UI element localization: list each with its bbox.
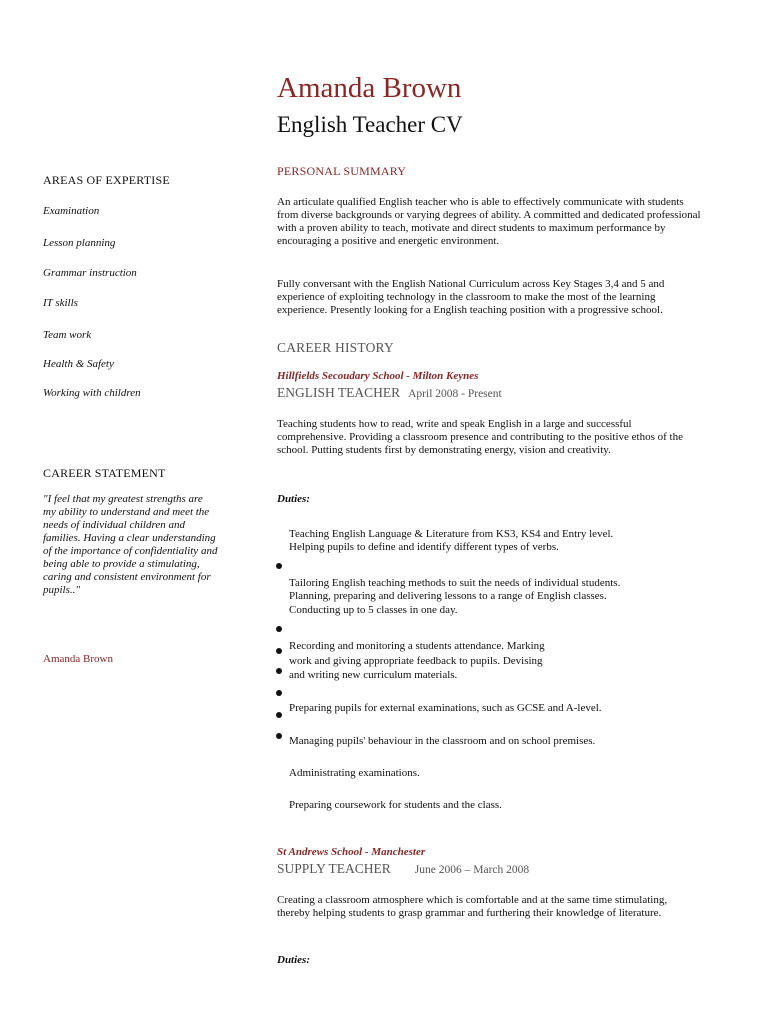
- bullet-icon: [276, 712, 282, 718]
- job-description: Creating a classroom atmosphere which is comfortable and at the same time stimulating, thereby helping students to grasp grammar and furthering their knowledge of literature.: [277, 894, 668, 919]
- duty-item: and writing new curriculum materials.: [289, 669, 458, 681]
- career-history-heading: CAREER HISTORY: [277, 340, 394, 355]
- job-title: SUPPLY TEACHER: [277, 861, 391, 876]
- expertise-item: Grammar instruction: [43, 267, 137, 279]
- job-dates: June 2006 – March 2008: [414, 864, 530, 876]
- duty-item: Teaching English Language & Literature from KS3, KS4 and Entry level.: [289, 528, 614, 540]
- signature-name: Amanda Brown: [43, 653, 113, 665]
- bullet-icon: [276, 626, 282, 632]
- employer-name: St Andrews School - Manchester: [277, 846, 426, 858]
- expertise-item: Working with children: [43, 387, 141, 399]
- expertise-heading: AREAS OF EXPERTISE: [43, 173, 170, 187]
- cv-name: Amanda Brown: [277, 72, 462, 104]
- summary-paragraph: Fully conversant with the English National Curriculum across Key Stages 3,4 and 5 and experience of exploiting technology in the classroom to make the most of the learning experience. Presently looking for a English teaching position with a progressive school.: [277, 278, 665, 316]
- expertise-item: IT skills: [43, 297, 78, 309]
- duties-label-text: Duties: [277, 493, 307, 505]
- summary-paragraph: An articulate qualified English teacher who is able to effectively communicate with students from diverse backgrounds or varying degrees of ability. A committed and dedicated professional with a proven ability to teach, motivate and direct students to maximum performance by encouraging a positive and energetic environment.: [277, 196, 701, 247]
- employer-name: Hillfields Secoudary School - Milton Keynes: [277, 370, 479, 382]
- job-dates: April 2008 - Present: [408, 388, 502, 400]
- duty-item: work and giving appropriate feedback to pupils. Devising: [289, 655, 543, 667]
- duties-label: Duties:: [277, 954, 311, 966]
- expertise-item: Team work: [43, 329, 92, 341]
- duty-item: Preparing pupils for external examinations, such as GCSE and A-level.: [289, 702, 602, 714]
- job-role: [277, 385, 502, 401]
- duties-label-text: Duties: [277, 954, 307, 966]
- duty-item: Conducting up to 5 classes in one day.: [289, 604, 458, 616]
- duty-item: Administrating examinations.: [289, 767, 420, 779]
- bullet-icon: [276, 668, 282, 674]
- job-description: Teaching students how to read, write and speak English in a large and successful comprehensive. Providing a classroom presence and contributing to the positive ethos of the school. Putting students first by demonstrating energy, vision and creativity.: [277, 418, 683, 456]
- career-statement: "I feel that my greatest strengths are my ability to understand and meet the needs of individual children and families. Having a clear understanding of the importance of confidentiality and being able to provide a stimulating, caring and consistent environment for pupils..": [43, 493, 218, 596]
- job-role: [277, 861, 529, 877]
- bullet-icon: [276, 733, 282, 739]
- cv-subtitle: English Teacher CV: [277, 112, 463, 137]
- duty-item: Recording and monitoring a students attendance. Marking: [289, 640, 545, 652]
- duty-item: Preparing coursework for students and the class.: [289, 799, 502, 811]
- duties-label: Duties:: [277, 493, 311, 505]
- bullet-icon: [276, 648, 282, 654]
- expertise-item: Examination: [43, 205, 100, 217]
- duty-item: Helping pupils to define and identify different types of verbs.: [289, 541, 559, 553]
- duty-item: Managing pupils' behaviour in the classroom and on school premises.: [289, 735, 596, 747]
- duty-item: Planning, preparing and delivering lessons to a range of English classes.: [289, 590, 607, 602]
- bullet-icon: [276, 690, 282, 696]
- job-title: ENGLISH TEACHER: [277, 385, 401, 400]
- summary-heading: PERSONAL SUMMARY: [277, 164, 407, 178]
- bullet-icon: [276, 563, 282, 569]
- career-statement-heading: CAREER STATEMENT: [43, 466, 166, 480]
- duty-item: Tailoring English teaching methods to suit the needs of individual students.: [289, 577, 621, 589]
- expertise-item: Health & Safety: [43, 358, 114, 370]
- expertise-item: Lesson planning: [43, 237, 116, 249]
